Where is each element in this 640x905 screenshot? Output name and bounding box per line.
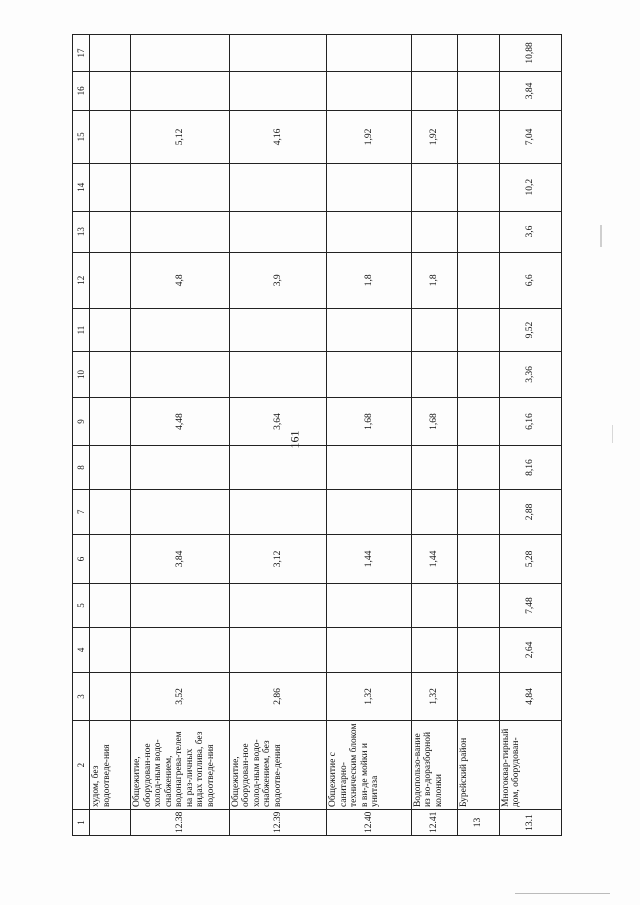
column-header: 6 — [73, 535, 90, 584]
column-header: 4 — [73, 628, 90, 672]
cell — [131, 163, 229, 211]
cell — [458, 163, 499, 211]
column-header: 16 — [73, 71, 90, 110]
cell — [229, 628, 326, 672]
cell: 1,68 — [327, 397, 412, 446]
cell — [229, 35, 326, 72]
cell: 3,52 — [131, 672, 229, 721]
row-code — [90, 810, 131, 836]
cell — [131, 446, 229, 489]
column-header: 5 — [73, 583, 90, 627]
cell — [327, 446, 412, 489]
cell — [229, 489, 326, 534]
row-code: 13 — [458, 810, 499, 836]
cell: 1,44 — [411, 535, 458, 584]
cell — [411, 446, 458, 489]
cell: 1,92 — [411, 110, 458, 163]
cell — [131, 308, 229, 351]
cell: 4,84 — [499, 672, 561, 721]
cell — [327, 211, 412, 252]
cell: 3,64 — [229, 397, 326, 446]
cell — [327, 628, 412, 672]
column-header: 11 — [73, 308, 90, 351]
scan-artifact — [515, 893, 610, 894]
cell — [90, 672, 131, 721]
table-header-row — [73, 35, 90, 836]
cell — [411, 352, 458, 397]
cell — [131, 628, 229, 672]
cell: 5,28 — [499, 535, 561, 584]
table-row — [229, 35, 326, 836]
column-header: 9 — [73, 397, 90, 446]
cell — [90, 535, 131, 584]
table-row — [458, 35, 499, 836]
page-number: 161 — [287, 430, 302, 449]
cell — [458, 71, 499, 110]
cell — [90, 628, 131, 672]
cell — [411, 489, 458, 534]
table-row — [131, 35, 229, 836]
cell: 5,12 — [131, 110, 229, 163]
cell — [131, 35, 229, 72]
cell — [90, 211, 131, 252]
cell: 10,88 — [499, 35, 561, 72]
cell — [90, 446, 131, 489]
cell — [458, 628, 499, 672]
cell: 1,32 — [411, 672, 458, 721]
cell: 1,32 — [327, 672, 412, 721]
cell — [229, 352, 326, 397]
row-name: Общежитие, оборудован-ное холод-ным водо-снабжением, без водоотве-дения — [229, 721, 326, 810]
table-row — [327, 35, 412, 836]
tariff-table — [72, 34, 562, 836]
column-header: 17 — [73, 35, 90, 72]
cell: 4,16 — [229, 110, 326, 163]
cell — [411, 163, 458, 211]
table-row — [411, 35, 458, 836]
row-code: 12.39 — [229, 810, 326, 836]
cell: 9,52 — [499, 308, 561, 351]
table-row — [499, 35, 561, 836]
cell — [131, 352, 229, 397]
cell — [458, 397, 499, 446]
cell — [229, 446, 326, 489]
cell: 2,86 — [229, 672, 326, 721]
cell — [411, 71, 458, 110]
cell: 1,44 — [327, 535, 412, 584]
row-code: 12.40 — [327, 810, 412, 836]
cell: 1,92 — [327, 110, 412, 163]
row-code: 12.41 — [411, 810, 458, 836]
column-header: 13 — [73, 211, 90, 252]
cell: 4,48 — [131, 397, 229, 446]
column-header: 12 — [73, 252, 90, 308]
cell — [458, 110, 499, 163]
cell — [229, 71, 326, 110]
cell — [411, 628, 458, 672]
cell — [327, 583, 412, 627]
scan-artifact — [612, 425, 613, 443]
cell — [90, 583, 131, 627]
cell — [458, 211, 499, 252]
cell — [90, 71, 131, 110]
column-header: 3 — [73, 672, 90, 721]
row-name: Бурейский район — [458, 721, 499, 810]
row-code: 12.38 — [131, 810, 229, 836]
cell — [411, 308, 458, 351]
cell: 3,12 — [229, 535, 326, 584]
cell — [411, 211, 458, 252]
column-header: 14 — [73, 163, 90, 211]
cell: 2,64 — [499, 628, 561, 672]
column-header: 15 — [73, 110, 90, 163]
cell: 3,84 — [131, 535, 229, 584]
cell — [458, 583, 499, 627]
cell — [458, 535, 499, 584]
cell: 6,6 — [499, 252, 561, 308]
cell — [327, 352, 412, 397]
column-header: 10 — [73, 352, 90, 397]
cell: 6,16 — [499, 397, 561, 446]
column-header: 8 — [73, 446, 90, 489]
cell — [411, 583, 458, 627]
cell — [458, 308, 499, 351]
cell: 1,8 — [411, 252, 458, 308]
row-name: Общежитие, оборудован-ное холод-ным водо-снабжением, водонагрева-телем на раз-личных видах топлива, без водоотведе-ния — [131, 721, 229, 810]
rotated-table-container — [72, 34, 562, 836]
cell — [458, 672, 499, 721]
column-header: 7 — [73, 489, 90, 534]
cell — [90, 163, 131, 211]
cell: 3,6 — [499, 211, 561, 252]
cell — [229, 211, 326, 252]
cell: 3,36 — [499, 352, 561, 397]
cell: 1,8 — [327, 252, 412, 308]
cell — [131, 583, 229, 627]
row-name: Водопользо-вание из во-доразборной колонки — [411, 721, 458, 810]
row-code: 13.1 — [499, 810, 561, 836]
cell — [327, 35, 412, 72]
cell — [229, 583, 326, 627]
cell — [458, 352, 499, 397]
row-name: Общежитие с санитарно-техническим блоком в ви-де мойки и унитаза — [327, 721, 412, 810]
cell — [90, 352, 131, 397]
cell — [229, 308, 326, 351]
cell — [90, 308, 131, 351]
cell — [411, 35, 458, 72]
cell: 7,04 — [499, 110, 561, 163]
cell: 4,8 — [131, 252, 229, 308]
cell — [131, 71, 229, 110]
cell — [458, 489, 499, 534]
cell — [90, 110, 131, 163]
cell — [90, 397, 131, 446]
cell — [229, 163, 326, 211]
column-header: 1 — [73, 810, 90, 836]
cell — [458, 35, 499, 72]
cell: 1,68 — [411, 397, 458, 446]
cell: 7,48 — [499, 583, 561, 627]
cell — [90, 35, 131, 72]
cell: 8,16 — [499, 446, 561, 489]
cell — [131, 211, 229, 252]
table-row — [90, 35, 131, 836]
table-sheet — [72, 34, 562, 836]
cell — [131, 489, 229, 534]
cell — [327, 163, 412, 211]
cell: 3,9 — [229, 252, 326, 308]
cell — [458, 446, 499, 489]
cell — [458, 252, 499, 308]
cell — [90, 489, 131, 534]
cell — [327, 308, 412, 351]
cell — [327, 71, 412, 110]
scan-artifact — [600, 225, 602, 247]
cell: 2,88 — [499, 489, 561, 534]
column-header: 2 — [73, 721, 90, 810]
row-name: Многоквар-тирный дом, оборудован- — [499, 721, 561, 810]
cell — [327, 489, 412, 534]
row-name: худом, без водоотведе-ния — [90, 721, 131, 810]
cell: 3,84 — [499, 71, 561, 110]
cell — [90, 252, 131, 308]
cell: 10,2 — [499, 163, 561, 211]
